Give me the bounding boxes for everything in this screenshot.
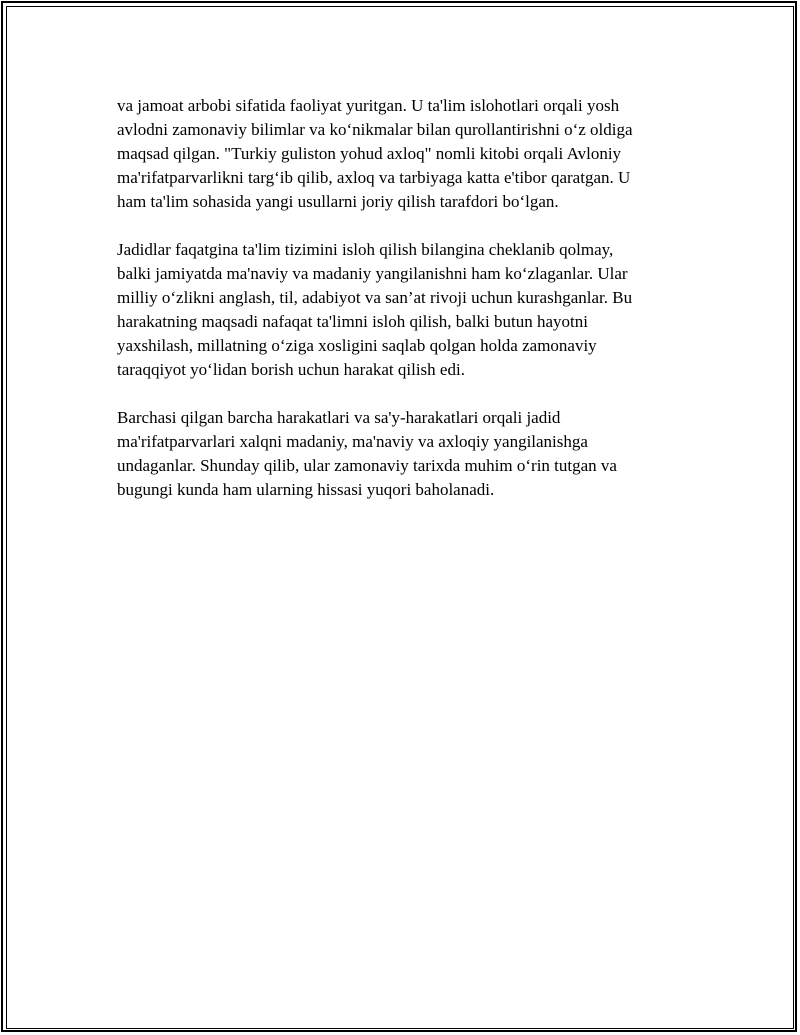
paragraph-1: va jamoat arbobi sifatida faoliyat yuritgan. U ta'lim islohotlari orqali yosh avlodni zamonaviy bilimlar va ko‘nikmalar bilan qurollantirishni o‘z oldiga maqsad qilgan. "Turkiy guliston yohud axloq" nomli kitobi orqali Avloniy ma'rifatparvarlikni targ‘ib qilib, axloq va tarbiyaga katta e'tibor qaratgan. U ham ta'lim sohasida yangi usullarni joriy qilish tarafdori bo‘lgan. (117, 96, 633, 211)
document-body (117, 94, 689, 526)
paragraph-3: Barchasi qilgan barcha harakatlari va sa'y-harakatlari orqali jadid ma'rifatparvarlari xalqni madaniy, ma'naviy va axloqiy yangilanishga undaganlar. Shunday qilib, ular zamonaviy tarixda muhim o‘rin tutgan va bugungi kunda ham ularning hissasi yuqori baholanadi. (117, 408, 617, 499)
paragraph-2: Jadidlar faqatgina ta'lim tizimini isloh qilish bilangina cheklanib qolmay, balki jamiyatda ma'naviy va madaniy yangilanishni ham ko‘zlaganlar. Ular milliy o‘zlikni anglash, til, adabiyot va san’at rivoji uchun kurashganlar. Bu harakatning maqsadi nafaqat ta'limni isloh qilish, balki butun hayotni yaxshilash, millatning o‘ziga xosligini saqlab qolgan holda zamonaviy taraqqiyot yo‘lidan borish uchun harakat qilish edi. (117, 240, 633, 379)
